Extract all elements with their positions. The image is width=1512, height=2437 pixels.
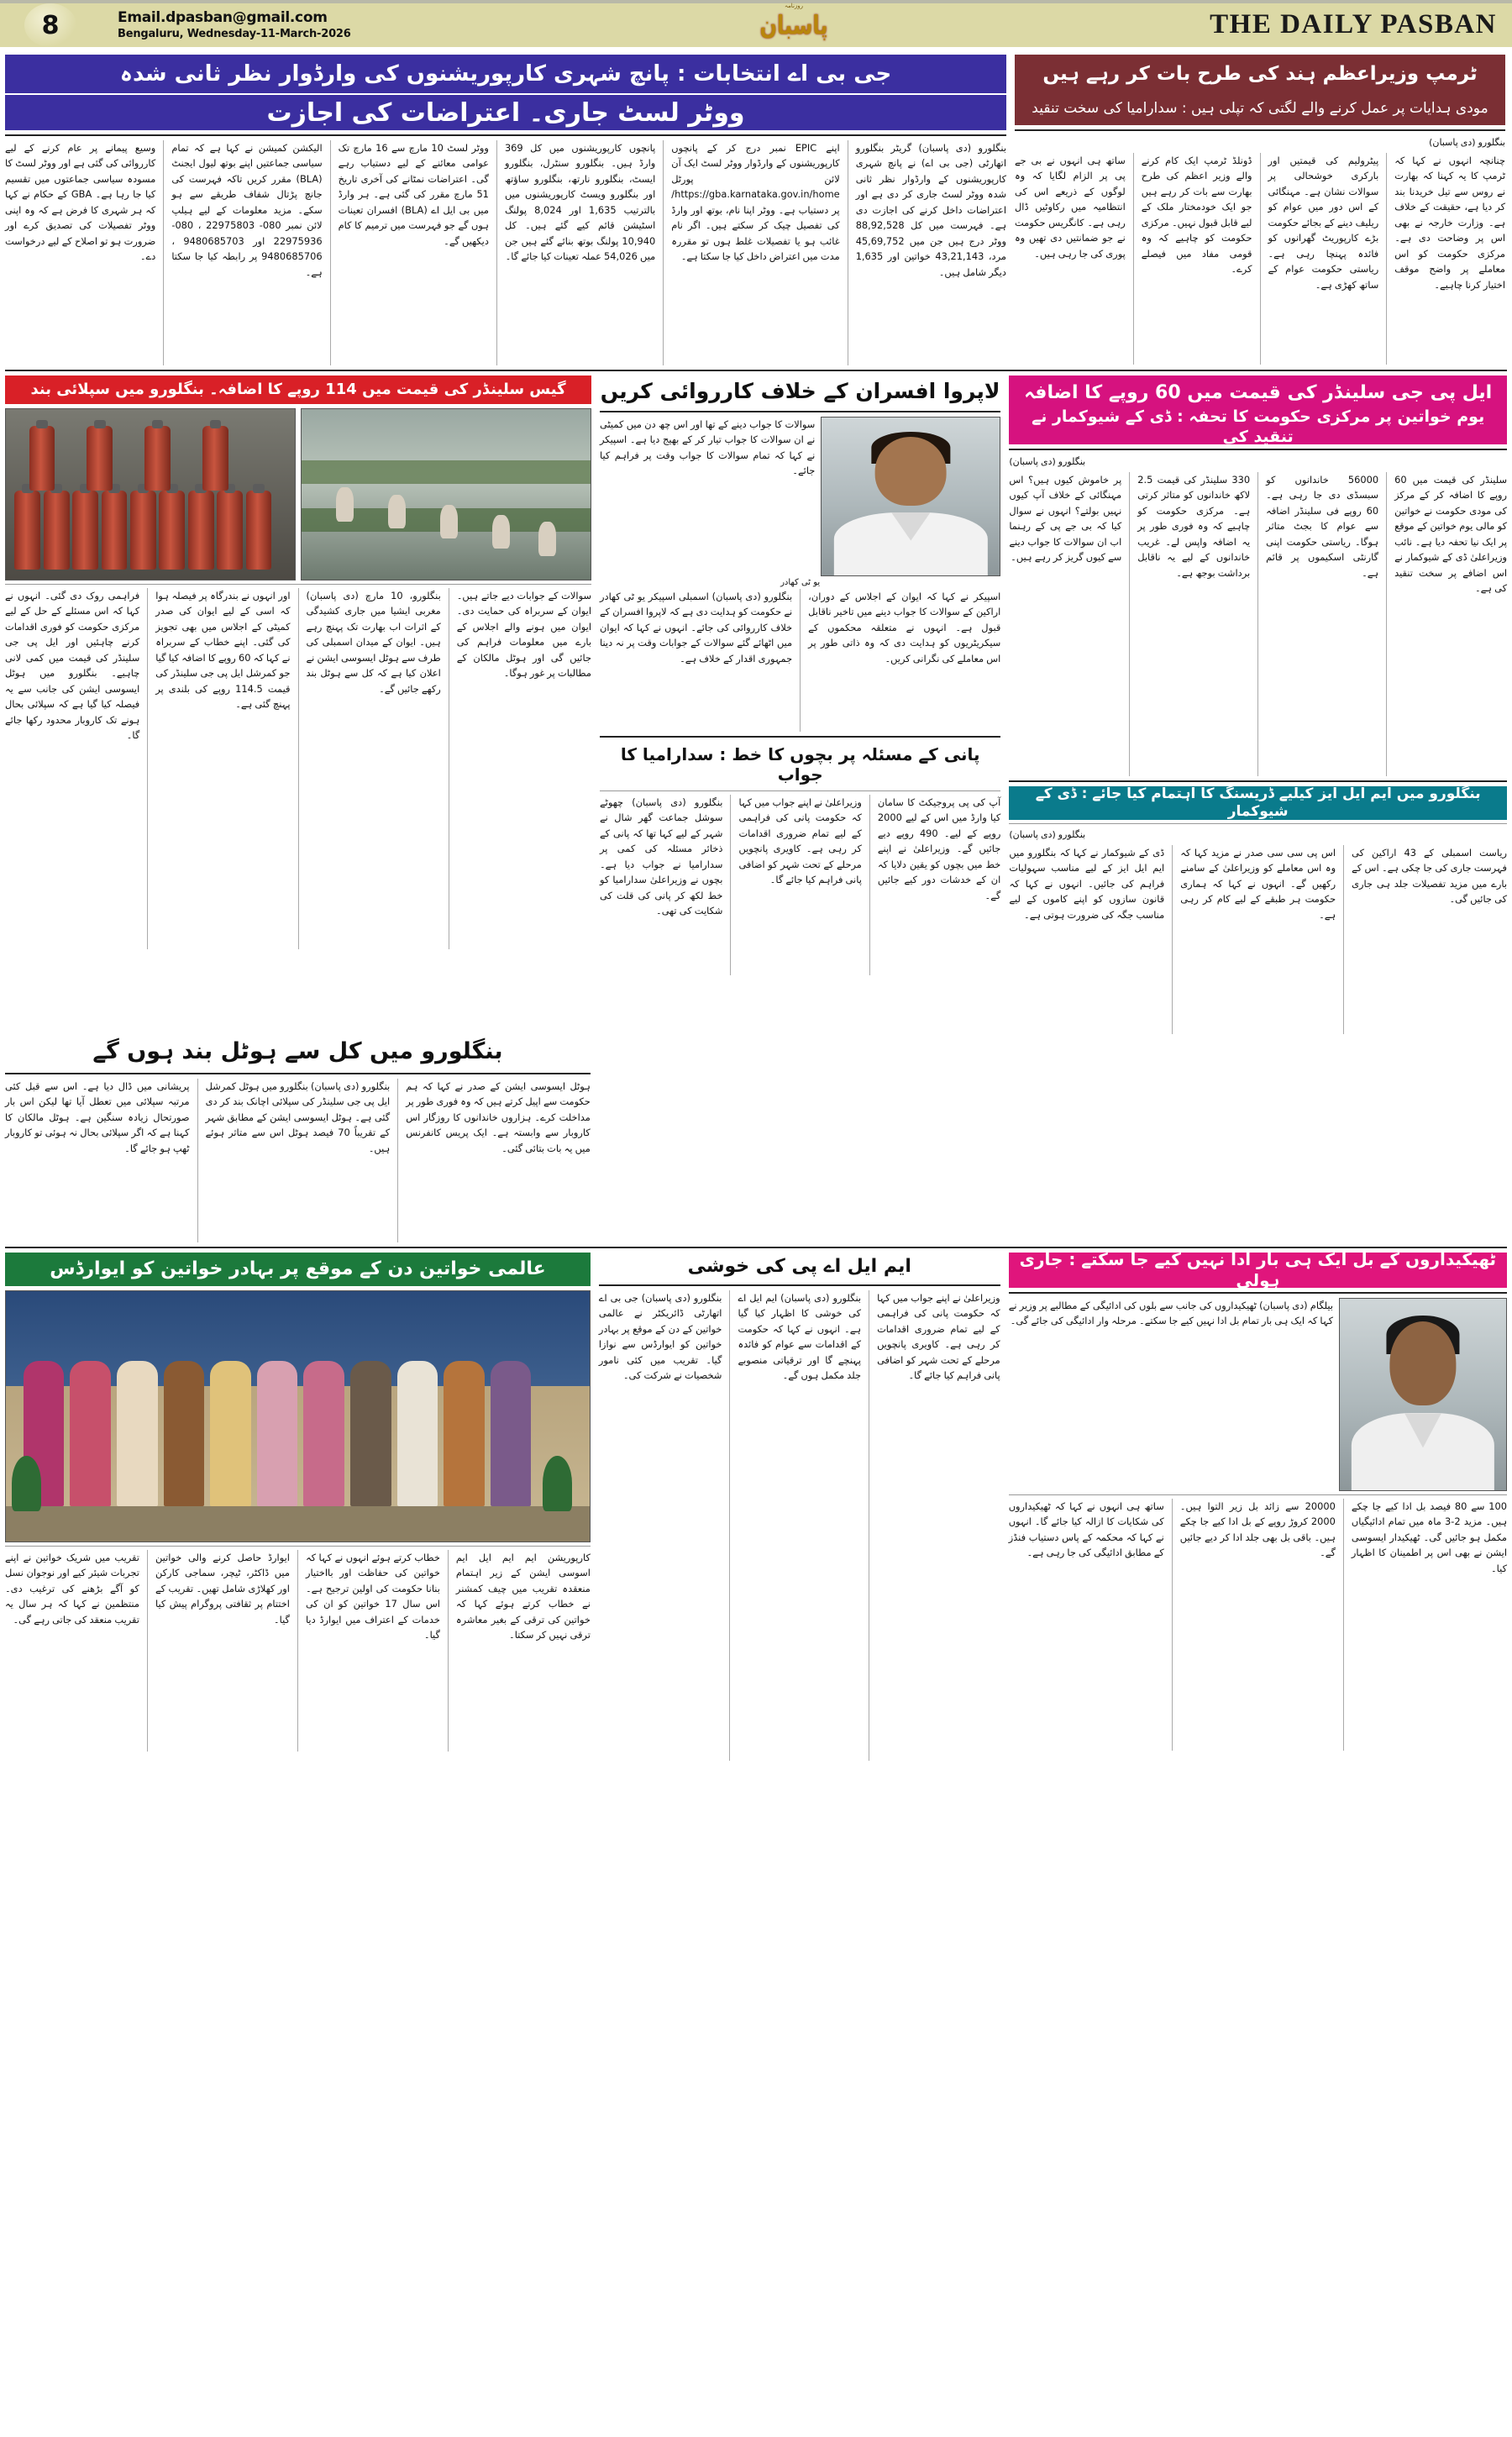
gas-columns — [5, 588, 591, 949]
water-columns — [600, 795, 1000, 975]
lpg-byline: بنگلورو (دی پاسبان) — [1009, 456, 1086, 467]
page-number-badge — [0, 3, 101, 47]
col-rule — [1386, 472, 1387, 776]
trump-banner-line1: ٹرمپ وزیراعظم ہند کی طرح بات کر رہے ہیں — [1015, 55, 1505, 93]
mla-small-story — [599, 1253, 1000, 1761]
women-col-3: خطاب کرتے ہوئے انہوں نے کہا کہ خواتین کی حفاظت اور بااختیار بنانا حکومت کی اولین ترجیح ہے۔ اس سال 17 خواتین کو ان کی خدمات کے اعتراف میں ایوارڈ دیا گیا۔ — [305, 1551, 440, 1641]
lapravah-text-a — [600, 417, 815, 576]
lapravah-top — [600, 417, 1000, 576]
lapravah-columns — [600, 589, 1000, 732]
divider — [1009, 449, 1507, 450]
col-rule — [147, 588, 148, 949]
col-rule — [730, 795, 731, 975]
lpg-story — [1009, 376, 1507, 1034]
hotel-headline: بنگلورو میں کل سے ہوٹل بند ہوں گے — [92, 1037, 503, 1064]
dmla-banner: بنگلورو میں ایم ایل ایز کیلیے ڈریسنگ کا اہتمام کیا جائے : ڈی کے شیوکمار — [1009, 786, 1507, 820]
lapravah-story — [600, 376, 1000, 1034]
logo-tagline: روزنامہ — [784, 3, 804, 9]
lead-col-2: اپنے EPIC نمبر درج کر کے پانچوں کارپوریشنوں کے وارڈوار ووٹر لسٹ ایک آن لائن پورٹل https://gba.karnataka.gov.in/home/ پر دستیاب ہے۔ ووٹر اپنا نام، بوتھ اور وارڈ کی تفصیل چیک کر سکتے ہیں۔ اگر نام غائب ہو یا تفصیلات غلط ہوں تو مقررہ مدت میں اعتراض داخل کیا جا سکتا ہے۔ — [671, 142, 840, 263]
lpg-col-1: پر خاموش کیوں ہیں؟ اس مہنگائی کے خلاف آپ کیوں نہیں بولتے؟ انہوں نے سوال کیا کہ بی جے پی کے رہنما اب ان سوالات کا جواب دینے سے کیوں گریز کر رہے ہیں۔ — [1009, 473, 1122, 564]
newspaper-title: THE DAILY PASBAN — [1210, 9, 1497, 39]
hotel-col-1: پریشانی میں ڈال دیا ہے۔ اس سے قبل کئی مرتبہ سپلائی میں تعطل آیا تھا لیکن اس بار صورتحال زیادہ سنگین ہے۔ ہوٹل مالکان کا کہنا ہے کہ اگر سپلائی بحال نہ ہوئی تو کاروبار ٹھپ ہو جائے گا۔ — [5, 1079, 190, 1154]
col-rule — [1386, 153, 1387, 365]
mla-col-1: بنگلورو (دی پاسبان) جی بی اے اتھارٹی ڈائریکٹر نے عالمی خواتین کے دن کے موقع پر بہادر خواتین کو ایوارڈس سے نوازا گیا۔ تقریب میں کئی نامور شخصیات نے شرکت کی۔ — [598, 1291, 722, 1381]
gas-photos — [5, 408, 591, 580]
section-divider — [5, 1247, 1507, 1248]
lpg-banner-line2: یوم خواتین پر مرکزی حکومت کا تحفہ : ڈی کے شیوکمار نے تنقید کی — [1009, 411, 1507, 444]
dmla-byline: بنگلورو (دی پاسبان) — [1009, 828, 1086, 840]
col-rule — [1129, 472, 1130, 776]
col-rule — [800, 589, 801, 732]
women-col-1: تقریب میں شریک خواتین نے اپنے تجربات شیئر کیے اور نوجوان نسل کو آگے بڑھنے کی ترغیب دی۔ منتظمین نے کہا کہ ہر سال یہ تقریب منعقد کی جاتی رہے گی۔ — [5, 1551, 139, 1626]
page-number-circle — [24, 3, 76, 47]
water-col-1: بنگلورو (دی پاسبان) چھوٹے سوشل جماعت گھر شال نے شہر کے لیے کہا تھا کہ پانی کے ذخائر مسئلہ کی کمی پر سدارامیا نے جواب دیا ہے۔ بچوں نے وزیراعلیٰ سدارامیا کو خط لکھ کر پانی کی قلت کی شکایت کی تھی۔ — [600, 796, 723, 917]
portrait-caption: یو ٹی کھادر — [780, 578, 821, 587]
page-number: 8 — [41, 10, 60, 40]
gas-col-4: سوالات کے جوابات دیے جاتے ہیں۔ ایوان کے سربراہ کی حمایت دی۔ ایوان میں ہونے والے اجلاس کے بارے میں معلومات فراہم کی جائیں گی اور ہوٹل مالکان کے مطالبات پر غور ہوگا۔ — [456, 590, 591, 680]
col-rule — [729, 1290, 730, 1761]
row-bottom — [5, 1248, 1508, 1761]
col-rule — [330, 140, 331, 365]
contractors-story — [1008, 1248, 1508, 1761]
contractors-col-3: 20000 سے زائد بل زیر التوا ہیں۔ 2000 کروڑ روپے کے بل ادا کیے جا چکے ہیں۔ باقی بل بھی جلد ادا کر دیے جائیں گے۔ — [1179, 1499, 1336, 1559]
divider — [1009, 780, 1507, 782]
contractors-banner: ٹھیکیداروں کے بل ایک ہی بار ادا نہیں کیے جا سکتے : جاری ہولی — [1009, 1253, 1507, 1288]
water-col-2: وزیراعلیٰ نے اپنے جواب میں کہا کہ حکومت پانی کی فراہمی کے لیے تمام ضروری اقدامات کر رہی ہے۔ کاویری پانچویں مرحلے کے تحت شہر کو اضافی پانی فراہم کیا جائے گا۔ — [738, 796, 862, 886]
contractors-col-2: ساتھ ہی انہوں نے کہا کہ ٹھیکیداروں کی شکایات کا ازالہ کیا جائے گا۔ انہوں نے کہا کہ محکمہ کے پاس دستیاب فنڈز کے مطابق ادائیگی کی جا رہی ہے۔ — [1008, 1499, 1164, 1559]
lead-col-4: ووٹر لسٹ 10 مارچ سے 16 مارچ تک عوامی معائنے کے لیے دستیاب رہے گی۔ اعتراضات نمٹانے کی آخری تاریخ 51 مارچ مقرر کی گئی ہے۔ ہر وارڈ میں بی ایل اے (BLA) افسران تعینات ہوں گے جو فہرست میں ترمیم کا کام دیکھیں گے۔ — [338, 142, 489, 247]
masthead-contact — [118, 10, 351, 41]
lpg-col-3: 56000 خاندانوں کو سبسڈی دی جا رہی ہے۔ 60 روپے فی سلینڈر اضافہ سے عوام کا بجٹ متاثر ہوگا۔ ریاستی حکومت اپنی گارنٹی اسکیموں پر قائم ہے۔ — [1266, 473, 1379, 579]
col-rule — [298, 588, 299, 949]
trump-col-1: پیٹرولیم کی قیمتیں اور بارکری خوشحالی پر سوالات نشان ہے۔ مہنگائی کے اس دور میں عوام کو ریلیف دینے کے بجائے حکومت بڑے کارپوریٹ گھرانوں کو فائدہ پہنچا رہی ہے۔ ریاستی حکومت عوام کے ساتھ کھڑی ہے۔ — [1268, 154, 1379, 291]
col-rule — [1343, 845, 1344, 1034]
gas-col-2: اور انہوں نے بندرگاہ پر فیصلہ ہوا کہ اسی کے لیے ایوان کی صدر کمیٹی کے اجلاس میں بھی تجویز کی گئی۔ اپنے خطاب کے سربراہ نے کہا کہ 60 روپے کا اضافہ کیا گیا جو کمرشل ایل پی جی سلینڈر کی قیمت 114.5 روپے کی بلندی پر پہنچ گئی ہے۔ — [155, 590, 291, 711]
lead-col-6: وسیع پیمانے پر عام کرنے کے لیے کارروائی کی گئی ہے اور ووٹر لسٹ کا مسودہ سیاسی جماعتوں میں تقسیم کیا جا رہا ہے۔ GBA کے حکام نے کہا کہ ہر شہری کا فرض ہے کہ وہ اپنی ووٹر تفصیلات کی تصدیق کرے اور ضرورت ہو تو اصلاح کے لیے درخواست دے۔ — [5, 142, 156, 263]
divider — [5, 584, 591, 585]
kitchen-photo — [301, 408, 591, 580]
award-ceremony-photo — [5, 1290, 591, 1542]
col-rule — [147, 1550, 148, 1752]
col-rule — [297, 1550, 298, 1752]
lead-story — [5, 55, 1006, 365]
dmla-columns — [1009, 845, 1507, 1034]
pasban-logo — [739, 4, 848, 46]
trump-banner-line2: مودی ہدایات پر عمل کرنے والے لگتی کہ تپلی ہیں : سدارامیا کی سخت تنقید — [1015, 93, 1505, 125]
divider — [600, 411, 1000, 412]
lapravah-col-2: بنگلورو (دی پاسبان) اسمبلی اسپیکر یو ٹی کھادر نے حکومت کو ہدایت دی ہے کہ لاپروا افسران کے خلاف کارروائی کی جائے۔ انہوں نے کہا کہ ایوان میں اٹھائے گئے سوالات کے جوابات وقت پر نہ دینا جمہوری اقدار کے خلاف ہے۔ — [600, 591, 793, 664]
dmla-col-1: ڈی کے شیوکمار نے کہا کہ بنگلورو میں ایم ایل ایز کے لیے مناسب سہولیات فراہم کی جائیں۔ انہوں نے کہا کہ قانون سازوں کو اپنے کاموں کے لیے مناسب جگہ کی ضرورت ہوتی ہے۔ — [1009, 846, 1165, 921]
col-rule — [1343, 1499, 1344, 1751]
dmla-col-2: اس پی سی سی صدر نے مزید کہا کہ وہ اس معاملے کو وزیراعلیٰ کے سامنے رکھیں گے۔ انہوں نے کہا کہ ہماری حکومت ہر طبقے کے لیے کام کر رہی ہے۔ — [1180, 846, 1336, 921]
logo-urdu-text: پاسبان — [759, 9, 828, 41]
col-rule — [448, 1550, 449, 1752]
hotel-col-2: بنگلورو (دی پاسبان) بنگلورو میں ہوٹل کمرشل ایل پی جی سلینڈر کی سپلائی اچانک بند کر دی گئی ہے۔ ہوٹل ایسوسی ایشن کے مطابق شہر کے تقریباً 70 فیصد ہوٹل اس سے متاثر ہوئے ہیں۔ — [205, 1079, 391, 1154]
lapravah-col-1: سوالات کا جواب دینے کے تھا اور اس چھ دن میں کمیٹی نے ان سوالات کا جواب تیار کر کے بھیج دیا ہے۔ اسپیکر نے کہا کہ تمام سوالات کا جواب وقت پر فراہم کیا جائے۔ — [600, 418, 816, 477]
masthead — [0, 3, 1512, 47]
trump-col-2: ڈونلڈ ٹرمپ ایک کام کرنے والے وزیر اعظم کی طرح بھارت سے بات کر رہے ہیں جو ایک خودمختار ملک کے لیے قابل قبول نہیں۔ مرکزی حکومت کو چاہیے کہ وہ قومی مفاد میں فیصلے کرے۔ — [1141, 154, 1252, 276]
col-rule — [1260, 153, 1261, 365]
divider — [600, 736, 1000, 738]
lapravah-col-3: اسپیکر نے کہا کہ ایوان کے اجلاس کے دوران، اراکین کے سوالات کا جواب دینے میں تاخیر ناقابل قبول ہے۔ انہوں نے متعلقہ محکموں کے سیکریٹریوں کو ہدایت دی کہ وہ ذاتی طور پر اس معاملے کی نگرانی کریں۔ — [808, 591, 1001, 664]
divider — [1015, 129, 1505, 131]
masthead-email[interactable]: Email.dpasban@gmail.com — [118, 8, 328, 26]
gas-banner: گیس سلینڈر کی قیمت میں 114 روپے کا اضافہ۔ بنگلورو میں سپلائی بند — [5, 376, 591, 404]
mla-col-2: بنگلورو (دی پاسبان) ایم ایل اے کی خوشی کا اظہار کیا گیا ہے۔ انہوں نے کہا کہ حکومت کے اقدامات سے عوام کو فائدہ پہنچے گا اور ترقیاتی منصوبے جلد مکمل ہوں گے۔ — [738, 1291, 862, 1381]
col-rule — [1172, 845, 1173, 1034]
row-lead — [5, 55, 1507, 365]
women-award-banner: عالمی خواتین دن کے موقع پر بہادر خواتین کو ایوارڈس — [5, 1253, 591, 1286]
col-rule — [663, 140, 664, 365]
divider — [1009, 1292, 1507, 1294]
divider — [5, 134, 1006, 136]
women-award-columns — [5, 1550, 591, 1752]
mla-col-3: وزیراعلیٰ نے اپنے جواب میں کہا کہ حکومت پانی کی فراہمی کے لیے تمام ضروری اقدامات کر رہی ہے۔ کاویری پانچویں مرحلے کے تحت شہر کو اضافی پانی فراہم کیا جائے گا۔ — [877, 1291, 1000, 1381]
divider — [1009, 1494, 1507, 1495]
col-rule — [1172, 1499, 1173, 1751]
col-rule — [197, 1079, 198, 1242]
water-col-3: آپ کی پی پروجیکٹ کا سامان کیا وارڈ میں اس کے لیے 2000 روپے کے لیے۔ 490 روپے دیے جائیں گے۔ وزیراعلیٰ نے اپنے خط میں بچوں کو یقین دلایا کہ ان کے خدشات دور کیے جائیں گے۔ — [877, 796, 1001, 901]
divider — [5, 1073, 591, 1074]
section-divider — [5, 370, 1507, 371]
gas-cylinders-photo — [5, 408, 296, 580]
contractors-col-4: 100 سے 80 فیصد بل ادا کیے جا چکے ہیں۔ مزید 2-3 ماہ میں تمام ادائیگیاں مکمل ہو جائیں گی۔ ٹھیکیدار ایسوسی ایشن نے بھی اس پر اطمینان کا اظہار کیا۔ — [1351, 1499, 1508, 1574]
mla-small-columns — [599, 1290, 1000, 1761]
gas-col-3: بنگلورو، 10 مارچ (دی پاسبان) مغربی ایشیا میں جاری کشیدگی کے اثرات اب بھارت تک پہنچ رہے ہیں۔ ایوان کے میدان اسمبلی کی طرف سے ہوٹل ایسوسی ایشن نے اعلان کیا ہے کہ کل سے ہوٹل بند رکھے جائیں گے۔ — [306, 590, 441, 695]
dmla-col-3: ریاست اسمبلی کے 43 اراکین کی فہرست جاری کی جا چکی ہے۔ اس کے بارے میں مزید تفصیلات جلد ہی جاری کی جائیں گی۔ — [1352, 846, 1507, 906]
lead-columns — [5, 140, 1006, 365]
trump-col-3: ساتھ ہی انہوں نے بی جے پی پر الزام لگایا کہ وہ لوگوں کے ذریعے اس کی انتظامیہ میں رکاوٹیں ڈال رہی ہے۔ کانگریس حکومت نے جو ضمانتیں دی تھیں وہ پوری کی جا رہی ہیں۔ — [1015, 154, 1126, 260]
trump-col-0: چنانچہ انہوں نے کہا کہ ٹرمپ کا یہ کہنا کہ بھارت نے روس سے تیل خریدنا بند کر دیا ہے، حقیقت کے خلاف ہے۔ وزارت خارجہ نے بھی اس پر وضاحت دی ہے۔ مرکزی حکومت کو اس معاملے پر واضح موقف اختیار کرنا چاہیے۔ — [1394, 154, 1505, 291]
women-award-story — [5, 1253, 591, 1761]
trump-story — [1015, 55, 1505, 365]
contractors-columns — [1009, 1499, 1507, 1751]
divider — [599, 1284, 1000, 1286]
col-rule — [397, 1079, 398, 1242]
contractors-left-text — [1009, 1298, 1333, 1491]
lpg-columns — [1009, 472, 1507, 776]
lead-col-5: الیکشن کمیشن نے کہا ہے کہ تمام سیاسی جماعتیں اپنے بوتھ لیول ایجنٹ (BLA) مقرر کریں تاکہ فہرست کی جانچ پڑتال شفاف طریقے سے ہو سکے۔ مزید معلومات کے لیے ہیلپ لائن نمبر 080- 22975803 ، 080- 22975936 اور 9480685703 ، 9480685706 پر رابطہ کیا جا سکتا ہے۔ — [171, 142, 323, 278]
lead-col-1: بنگلورو (دی پاسبان) گریٹر بنگلورو اتھارٹی (جی بی اے) نے پانچ شہری کارپوریشنوں کے وارڈوار نظر ثانی شدہ ووٹر لسٹ جاری کر دی ہے اور اعتراضات داخل کرنے کی اجازت دی ہے۔ فہرست میں کل 88,92,528 ووٹر درج ہیں جن میں 45,69,752 مرد، 43,21,143 خواتین اور 1,635 دیگر شامل ہیں۔ — [855, 142, 1006, 278]
minister-portrait-photo — [1339, 1298, 1507, 1491]
page-body — [0, 47, 1512, 1761]
hotel-story — [5, 1034, 591, 1242]
row-middle — [5, 376, 1507, 1034]
masthead-dateline: Bengaluru, Wednesday-11-March-2026 — [118, 28, 351, 41]
official-portrait-photo — [821, 417, 1000, 576]
gas-story — [5, 376, 591, 1034]
hotel-col-3: ہوٹل ایسوسی ایشن کے صدر نے کہا کہ ہم حکومت سے اپیل کرتے ہیں کہ وہ فوری طور پر مداخلت کرے۔ ہزاروں خاندانوں کا روزگار اس کاروبار سے وابستہ ہے۔ ایک پریس کانفرنس میں یہ بات بتائی گئی۔ — [406, 1079, 591, 1154]
trump-columns — [1015, 153, 1505, 365]
lpg-col-4: سلینڈر کی قیمت میں 60 روپے کا اضافہ کر کے مرکز کی مودی حکومت نے خواتین کو مالی یوم خواتین کے موقع پر ایک نیا تحفہ دیا ہے۔ نائب وزیراعلیٰ ڈی کے شیوکمار نے اس اضافے پر سخت تنقید کی ہے۔ — [1394, 473, 1508, 595]
contractors-col-1: بیلگام (دی پاسبان) ٹھیکیداروں کی جانب سے بلوں کی ادائیگی کے مطالبے پر وزیر نے کہا کہ ایک ہی بار تمام بل ادا نہیں کیے جا سکتے۔ مرحلہ وار ادائیگی کی جائے گی۔ — [1008, 1299, 1333, 1327]
divider — [600, 790, 1000, 791]
trump-byline: بنگلورو (دی پاسبان) — [1429, 137, 1505, 148]
water-headline: پانی کے مسئلہ پر بچوں کا خط : سدارامیا کا جواب — [620, 744, 980, 785]
lpg-col-2: 330 سلینڈر کی قیمت 2.5 لاکھ خاندانوں کو متاثر کرتی ہے۔ مرکزی حکومت کو چاہیے کہ وہ فوری طور پر یہ اضافہ واپس لے۔ غریب خاندانوں کے لیے یہ ناقابل برداشت بوجھ ہے۔ — [1137, 473, 1251, 579]
col-rule — [1133, 153, 1134, 365]
col-rule — [163, 140, 164, 365]
row-hotel — [5, 1034, 1507, 1242]
col-rule — [869, 795, 870, 975]
lead-banner-line1: جی بی اے انتخابات : پانچ شہری کارپوریشنوں کی وارڈوار نظر ثانی شدہ — [5, 55, 1006, 93]
lead-col-3: پانچوں کارپوریشنوں میں کل 369 وارڈ ہیں۔ بنگلورو سنٹرل، بنگلورو ایسٹ، بنگلورو نارتھ، بنگلورو ساؤتھ اور بنگلورو ویسٹ کارپوریشنوں میں بالترتیب 1,635 اور 8,024 پولنگ اسٹیشن قائم کیے گئے ہیں۔ کل 10,940 پولنگ بوتھ بنائے گئے ہیں جن میں 54,026 عملہ تعینات کیا جائے گا۔ — [504, 142, 656, 263]
col-rule — [1257, 472, 1258, 776]
lpg-banner-line1: ایل پی جی سلینڈر کی قیمت میں 60 روپے کا اضافہ — [1009, 376, 1507, 411]
gas-col-1: فراہمی روک دی گئی۔ انہوں نے کہا کہ اس مسئلے کے حل کے لیے مرکزی حکومت کو فوری اقدامات کرنے چاہئیں اور ایل پی جی سلینڈر کی قیمت میں کمی لانی چاہیے۔ بنگلورو میں ہوٹل ایسوسی ایشن کی جانب سے یہ فیصلہ کیا گیا ہے کہ سپلائی بحال ہونے تک کاروبار محدود رکھا جائے گا۔ — [5, 590, 140, 742]
lead-banner-line2: ووٹر لسٹ جاری۔ اعتراضات کی اجازت — [5, 93, 1006, 130]
divider — [1009, 823, 1507, 824]
col-rule — [496, 140, 497, 365]
lapravah-headline: لاپروا افسران کے خلاف کارروائی کریں — [600, 379, 1000, 403]
divider — [5, 1546, 591, 1547]
contractors-top — [1009, 1298, 1507, 1491]
women-col-4: کارپوریشن ایم ایم ایل ایم اسوسی ایشن کے زیر اہتمام منعقدہ تقریب میں چیف کمشنر نے خطاب کرتے ہوئے کہا کہ خواتین کی ترقی کے بغیر معاشرہ ترقی نہیں کر سکتا۔ — [455, 1551, 591, 1641]
women-col-2: ایوارڈ حاصل کرنے والی خواتین میں ڈاکٹر، ٹیچر، سماجی کارکن اور کھلاڑی شامل تھیں۔ تقریب کے اختتام پر ثقافتی پروگرام پیش کیا گیا۔ — [155, 1551, 290, 1626]
mla-small-headline: ایم ایل اے پی کی خوشی — [687, 1255, 911, 1277]
hotel-columns — [5, 1079, 591, 1242]
